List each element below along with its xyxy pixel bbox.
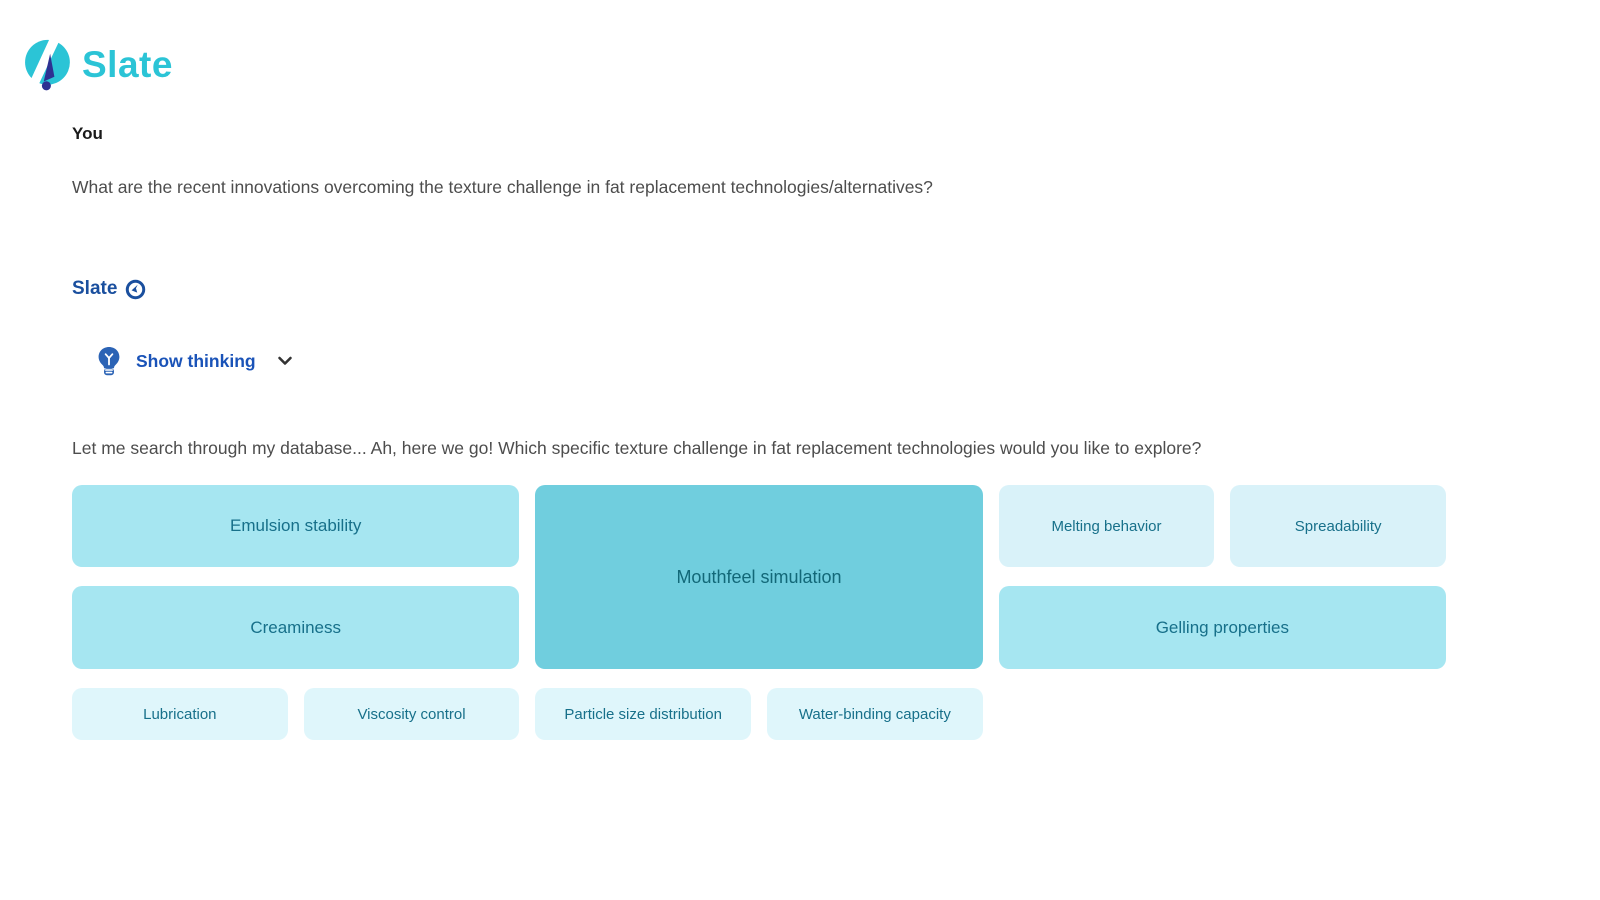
topic-chips-grid bbox=[72, 485, 1446, 740]
chevron-down-icon bbox=[276, 352, 294, 370]
slate-logo-icon bbox=[24, 32, 72, 98]
brand-logo bbox=[24, 28, 1600, 102]
user-author-label: You bbox=[72, 124, 103, 143]
show-thinking-label: Show thinking bbox=[136, 350, 256, 371]
assistant-name: Slate bbox=[72, 278, 118, 299]
assistant-header bbox=[72, 278, 1446, 300]
chip-viscosity-control[interactable]: Viscosity control bbox=[304, 688, 520, 740]
chip-melting-behavior[interactable]: Melting behavior bbox=[999, 485, 1215, 567]
brand-name: Slate bbox=[82, 44, 173, 85]
chip-lubrication[interactable]: Lubrication bbox=[72, 688, 288, 740]
chip-water-binding-capacity[interactable]: Water-binding capacity bbox=[767, 688, 983, 740]
chip-particle-size-distribution[interactable]: Particle size distribution bbox=[535, 688, 751, 740]
chip-spreadability[interactable]: Spreadability bbox=[1230, 485, 1446, 567]
user-message bbox=[72, 124, 1446, 200]
chip-gelling-properties[interactable]: Gelling properties bbox=[999, 586, 1446, 669]
assistant-message bbox=[72, 278, 1446, 740]
chip-creaminess[interactable]: Creaminess bbox=[72, 586, 519, 669]
slate-globe-icon bbox=[125, 279, 146, 300]
show-thinking-toggle[interactable] bbox=[96, 346, 294, 376]
chip-emulsion-stability[interactable]: Emulsion stability bbox=[72, 485, 519, 567]
user-question-text: What are the recent innovations overcoming the texture challenge in fat replacement technologies/alternatives? bbox=[72, 177, 933, 197]
lightbulb-icon bbox=[96, 346, 122, 376]
assistant-response-text: Let me search through my database... Ah, here we go! Which specific texture challenge in fat replacement technologies would you like to explore? bbox=[72, 438, 1202, 458]
chip-mouthfeel-simulation[interactable]: Mouthfeel simulation bbox=[535, 485, 982, 669]
